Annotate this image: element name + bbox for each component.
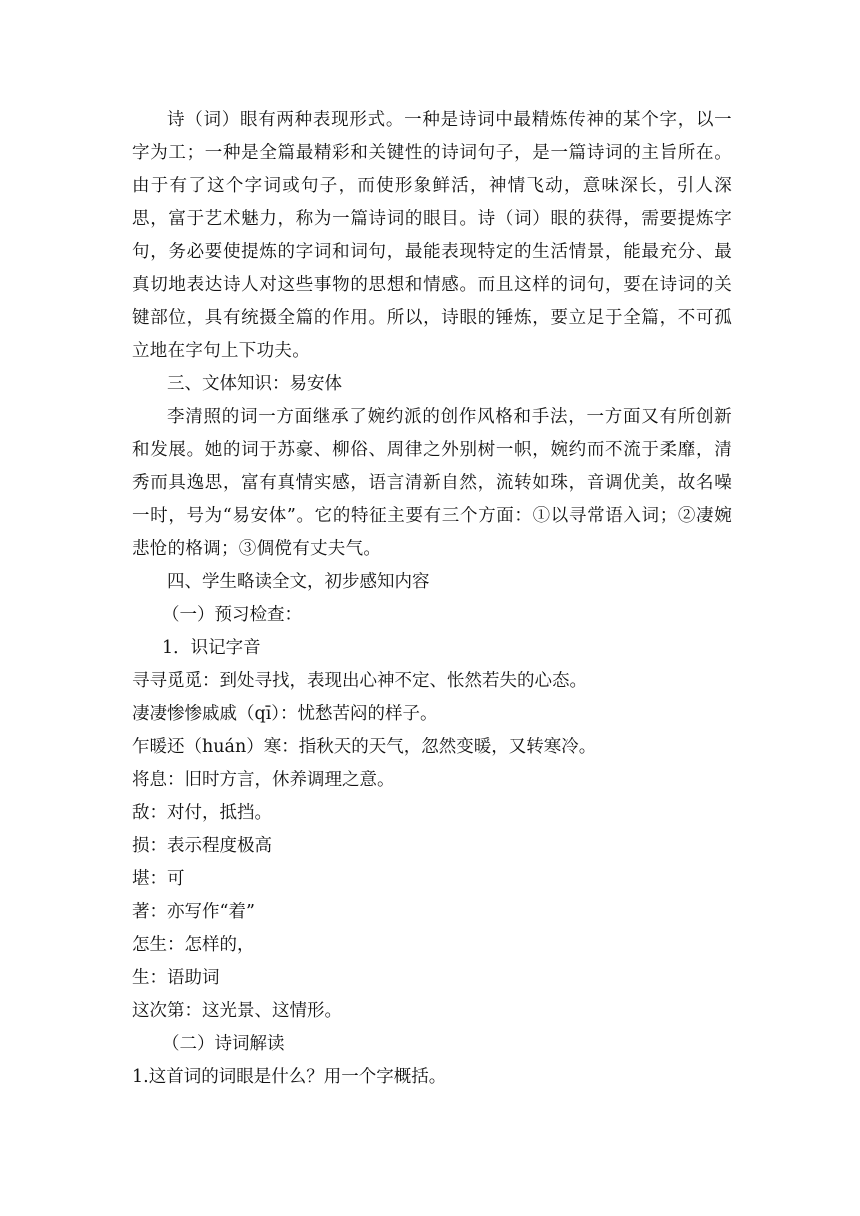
paragraph-poem-eye: 诗（词）眼有两种表现形式。一种是诗词中最精炼传神的某个字，以一字为工；一种是全篇最精彩和关键性的诗词句子，是一篇诗词的主旨所在。由于有了这个字词或句子，而使形象鲜活，神情飞动，意味深长，引人深思，富于艺术魅力，称为一篇诗词的眼目。诗（词）眼的获得，需要提炼字句，务必要使提炼的字词和词句，最能表现特定的生活情景，能最充分、最真切地表达诗人对这些事物的思想和情感。而且这样的词句，要在诗词的关键部位，具有统摄全篇的作用。所以，诗眼的锤炼，要立足于全篇，不可孤立地在字句上下功夫。 xyxy=(132,110,732,361)
heading-skim-reading: 四、学生略读全文，初步感知内容 xyxy=(167,572,430,592)
question-line: 1.这首词的词眼是什么？用一个字概括。 xyxy=(132,1067,447,1087)
definition-line: 堪：可 xyxy=(132,869,185,889)
definition-line: 将息：旧时方言，休养调理之意。 xyxy=(132,770,395,790)
definition-line: 生：语助词 xyxy=(132,968,220,988)
definition-line: 寻寻觅觅：到处寻找，表现出心神不定、怅然若失的心态。 xyxy=(132,671,587,691)
definition-line: 著：亦写作“着” xyxy=(132,902,255,922)
subheading-interpretation: （二）诗词解读 xyxy=(162,1034,285,1054)
item-pronunciation: 1．识记字音 xyxy=(162,638,261,658)
definition-line: 这次第：这光景、这情形。 xyxy=(132,1001,342,1021)
definition-line: 损：表示程度极高 xyxy=(132,836,272,856)
paragraph-yian-style: 李清照的词一方面继承了婉约派的创作风格和手法，一方面又有所创新和发展。她的词于苏豪、柳俗、周律之外别树一帜，婉约而不流于柔靡，清秀而具逸思，富有真情实感，语言清新自然，流转如珠，音调优美，故名噪一时，号为“易安体”。它的特征主要有三个方面：①以寻常语入词；②凄婉悲怆的格调；③倜傥有丈夫气。 xyxy=(132,407,732,559)
definition-line: 怎生：怎样的， xyxy=(132,935,255,955)
definition-line: 乍暖还（huán）寒：指秋天的天气，忽然变暖，又转寒冷。 xyxy=(132,737,597,757)
document-body xyxy=(132,104,732,1094)
definition-line: 敌：对付，抵挡。 xyxy=(132,803,272,823)
subheading-preview-check: （一）预习检查： xyxy=(162,605,302,625)
heading-style-knowledge: 三、文体知识：易安体 xyxy=(167,374,342,394)
definition-line: 凄凄惨惨戚戚（qī）：忧愁苦闷的样子。 xyxy=(132,704,438,724)
